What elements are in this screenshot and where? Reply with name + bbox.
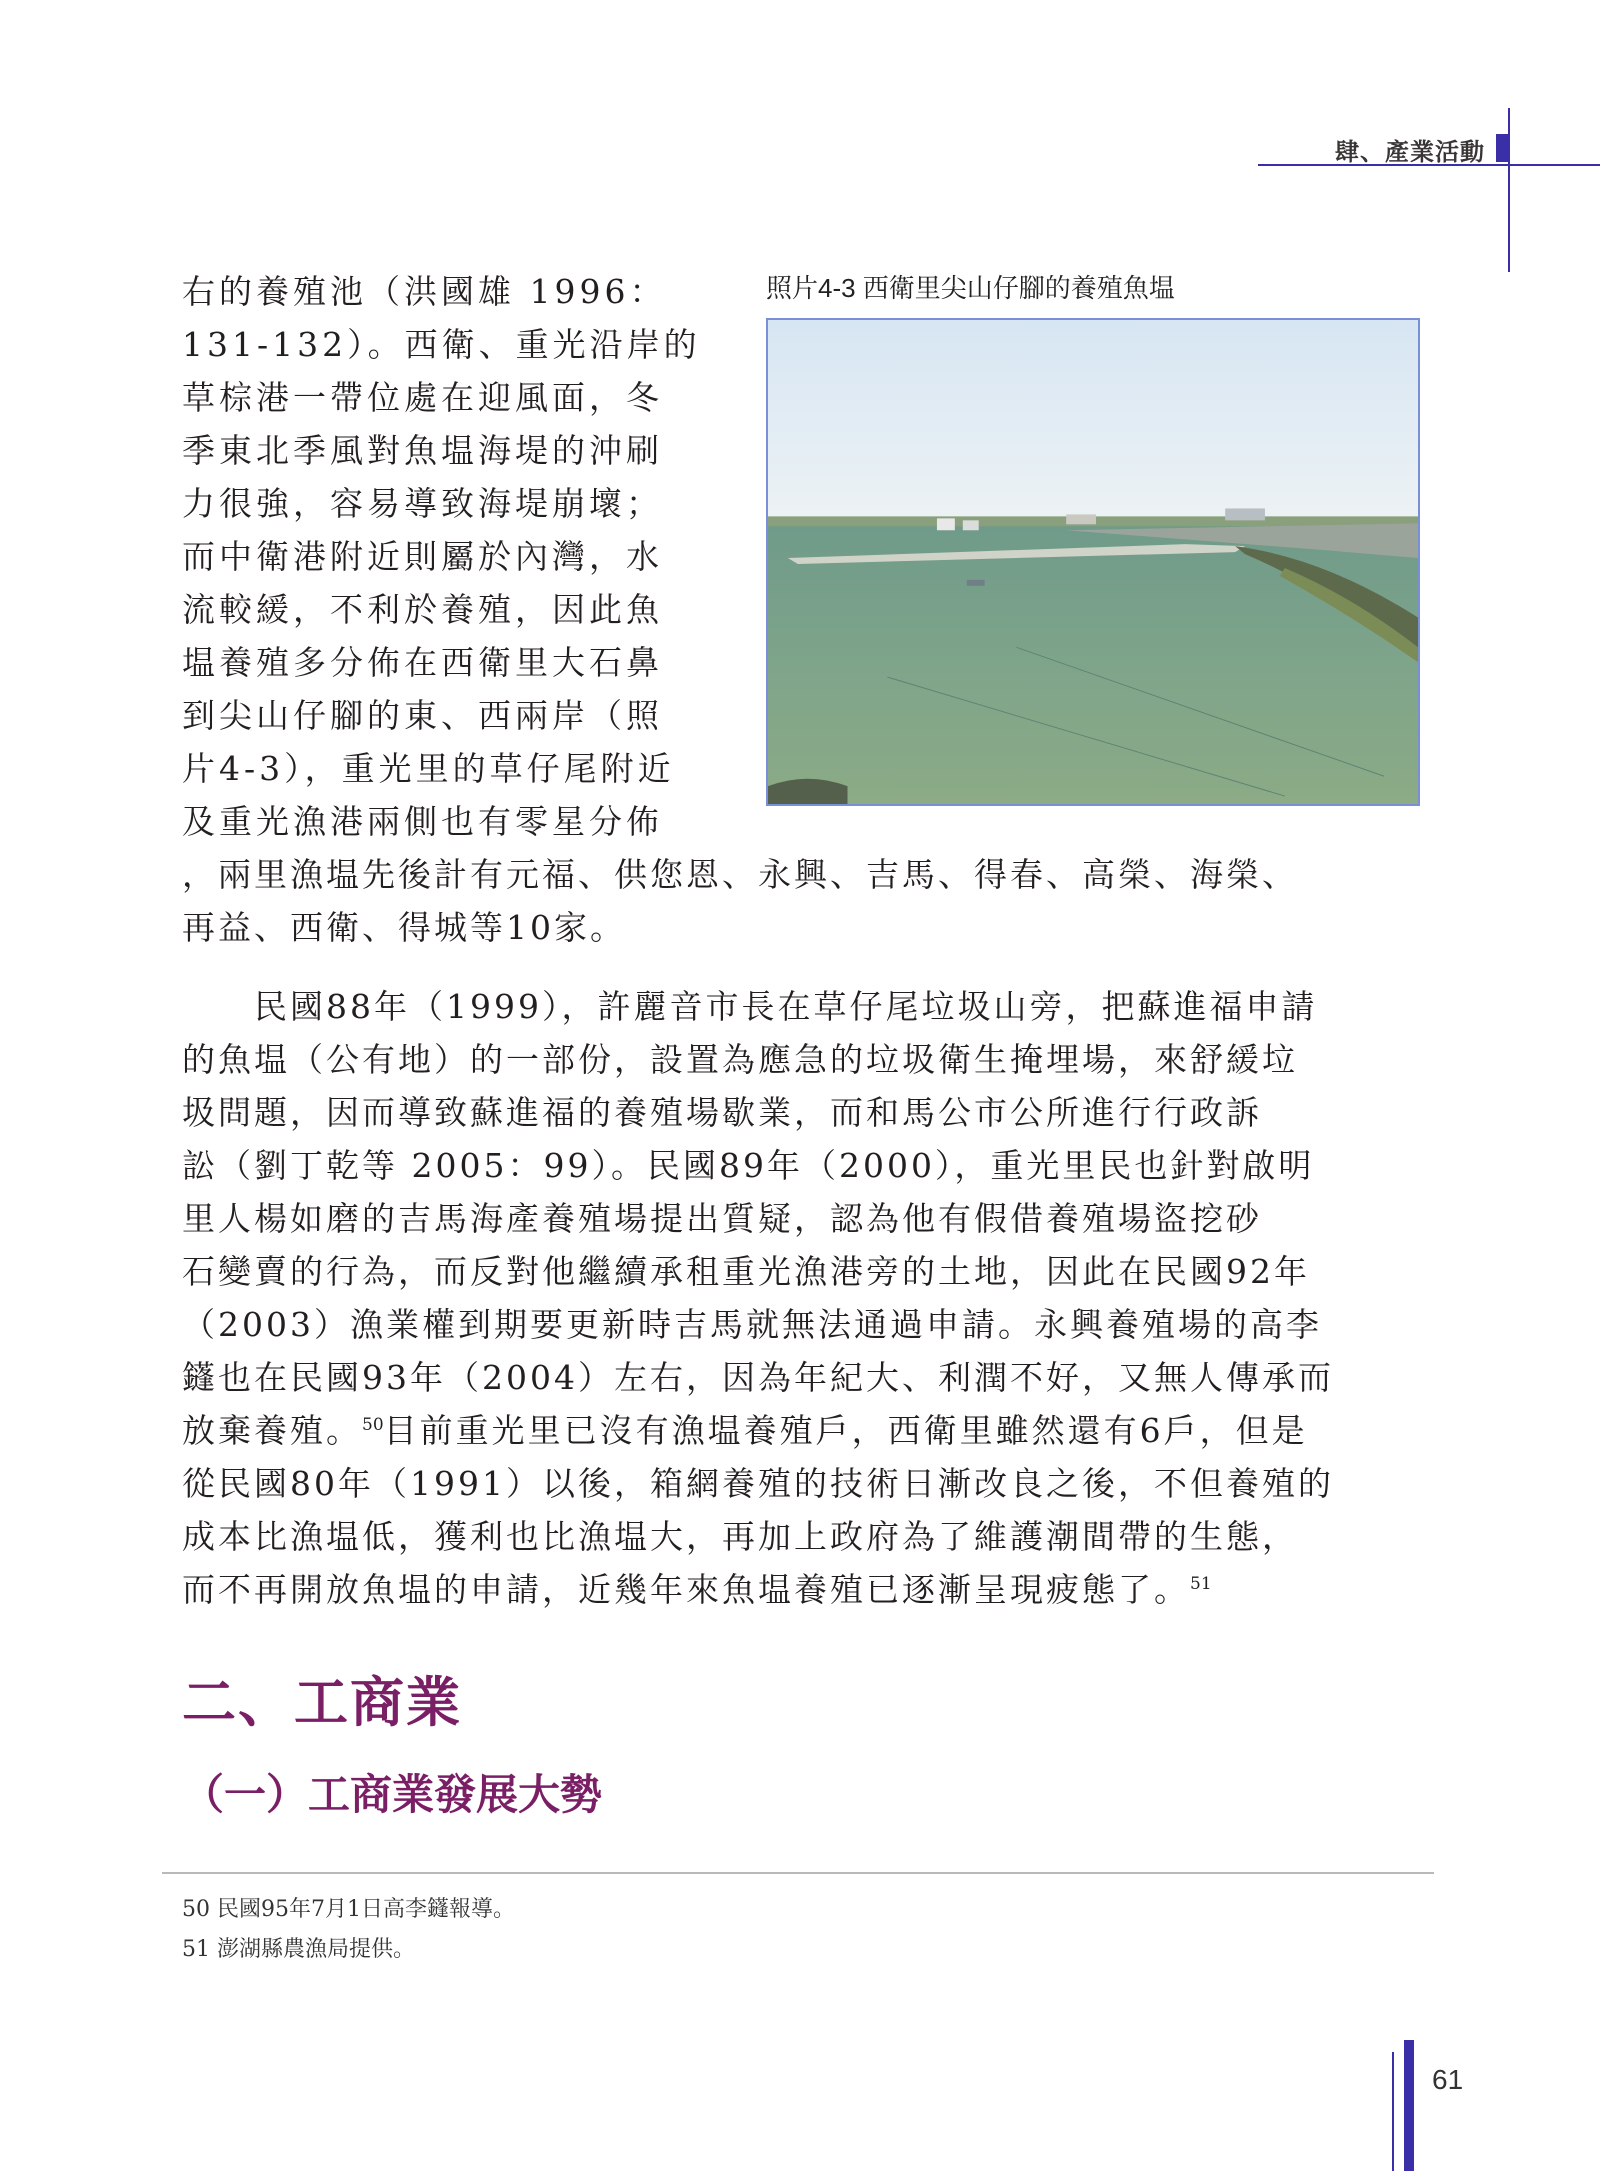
paragraph-1-narrow (182, 265, 716, 848)
paragraph-1-wide (182, 848, 1422, 954)
text-line (182, 1404, 1422, 1457)
footnote-51: 51 澎湖縣農漁局提供。 (182, 1937, 415, 1962)
header-rule-vertical (1508, 108, 1510, 272)
text-line: 季東北季風對魚塭海堤的沖刷 (182, 431, 663, 470)
footnotes (182, 1890, 515, 1970)
text-line (182, 1563, 1422, 1616)
text-line: 草棕港一帶位處在迎風面，冬 (182, 378, 663, 417)
text-line: 石變賣的行為，而反對他繼續承租重光漁港旁的土地，因此在民國92年 (182, 1252, 1310, 1291)
text-line: 而中衛港附近則屬於內灣，水 (182, 537, 663, 576)
text-line: 力很強，容易導致海堤崩壞； (182, 484, 663, 523)
footnote-ref-51[interactable]: 51 (1190, 1574, 1212, 1594)
text-line: 圾問題，因而導致蘇進福的養殖場歇業，而和馬公市公所進行行政訴 (182, 1093, 1262, 1132)
photo-caption: 照片4-3 西衛里尖山仔腳的養殖魚塭 (766, 273, 1175, 303)
text-line: ，兩里漁塭先後計有元福、供您恩、永興、吉馬、得春、高榮、海榮、 (182, 855, 1298, 894)
text-line: 里人楊如磨的吉馬海產養殖場提出質疑，認為他有假借養殖場盜挖砂 (182, 1199, 1262, 1238)
page-number-rule (1392, 2052, 1394, 2171)
footnote-divider (162, 1872, 1434, 1874)
fish-farm-photo (766, 318, 1420, 806)
text-line: 的魚塭（公有地）的一部份，設置為應急的垃圾衛生掩埋場，來舒緩垃 (182, 1040, 1298, 1079)
text-line: 131-132）。西衛、重光沿岸的 (182, 325, 701, 364)
text-line: 鑝也在民國93年（2004）左右，因為年紀大、利潤不好，又無人傳承而 (182, 1358, 1334, 1397)
text-segment: 目前重光里已沒有漁塭養殖戶，西衛里雖然還有6戶，但是 (383, 1411, 1308, 1450)
text-line: 民國88年（1999），許麗音市長在草仔尾垃圾山旁，把蘇進福申請 (182, 987, 1318, 1026)
fish-farm-photo-illustration (768, 320, 1418, 804)
text-line: 從民國80年（1991）以後，箱網養殖的技術日漸改良之後，不但養殖的 (182, 1464, 1334, 1503)
paragraph-2 (182, 980, 1422, 1616)
text-segment: 而不再開放魚塭的申請，近幾年來魚塭養殖已逐漸呈現疲態了。 (182, 1570, 1190, 1609)
text-line: 再益、西衛、得城等10家。 (182, 908, 626, 947)
text-segment: 放棄養殖。 (182, 1411, 362, 1450)
text-line: 及重光漁港兩側也有零星分佈 (182, 802, 663, 841)
footnote-ref-50[interactable]: 50 (362, 1415, 384, 1435)
footnote-50: 50 民國95年7月1日高李鑝報導。 (182, 1897, 515, 1922)
text-line: （2003）漁業權到期要更新時吉馬就無法通過申請。永興養殖場的高李 (182, 1305, 1322, 1344)
text-line: 到尖山仔腳的東、西兩岸（照 (182, 696, 663, 735)
text-line: 成本比漁塭低，獲利也比漁塭大，再加上政府為了維護潮間帶的生態， (182, 1517, 1298, 1556)
page-number-bar (1404, 2040, 1414, 2171)
section-title: 肆、產業活動 (1335, 137, 1485, 166)
subsection-heading: （一）工商業發展大勢 (182, 1770, 603, 1819)
text-line: 右的養殖池（洪國雄 1996： (182, 272, 667, 311)
section-heading: 二、工商業 (182, 1670, 462, 1734)
text-line: 訟（劉丁乾等 2005：99）。民國89年（2000），重光里民也針對啟明 (182, 1146, 1315, 1185)
text-line: 塭養殖多分佈在西衛里大石鼻 (182, 643, 663, 682)
header-marker-block (1496, 134, 1508, 162)
page-number: 61 (1432, 2064, 1464, 2095)
text-line: 片4-3），重光里的草仔尾附近 (182, 749, 675, 788)
text-line: 流較緩，不利於養殖，因此魚 (182, 590, 663, 629)
